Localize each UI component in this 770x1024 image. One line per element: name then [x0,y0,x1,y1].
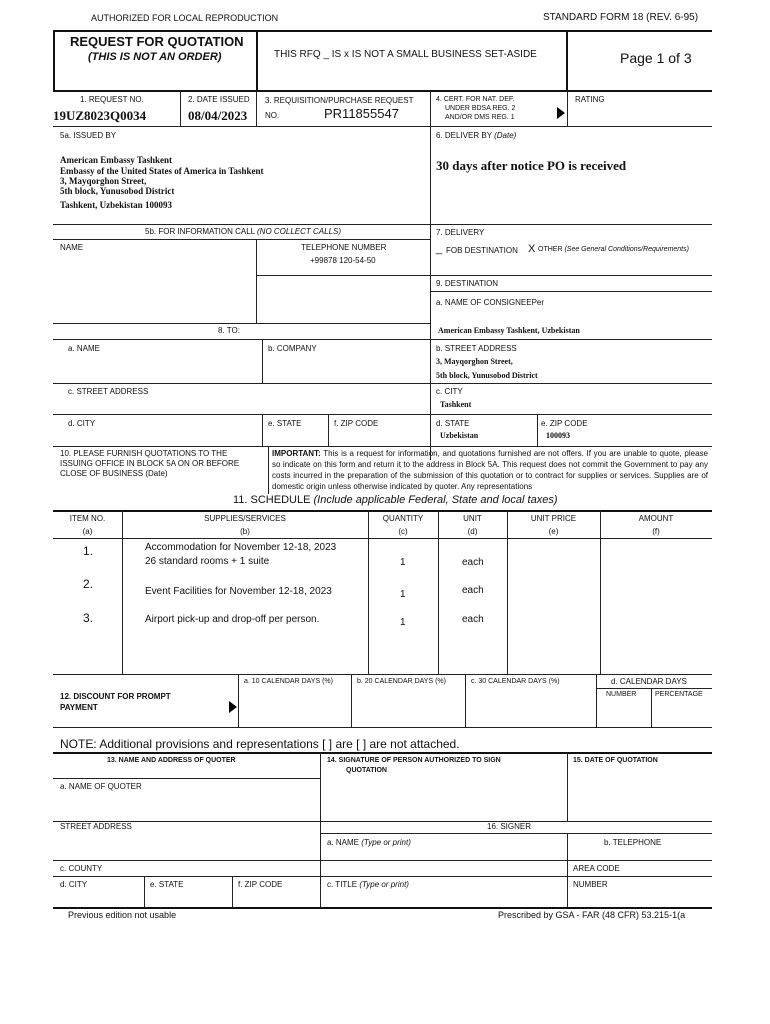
provisions-note: NOTE: Additional provisions and representations [ ] are [ ] are not attached. [60,737,460,751]
col-quantity-sub: (c) [398,527,408,536]
county-label: c. COUNTY [60,864,103,873]
cert-label: 4. CERT. FOR NAT. DEF. [436,96,515,103]
telephone-label: b. TELEPHONE [604,838,662,847]
dest-zip: 100093 [546,431,570,440]
request-no: 19UZ8023Q0034 [53,108,147,123]
col-supplies-sub: (b) [240,527,250,536]
item-qty: 1 [400,617,406,628]
dest-zip-label: e. ZIP CODE [541,419,588,428]
item-unit: each [462,585,484,596]
fob-destination: FOB DESTINATION [446,246,518,255]
furnish-text: 10. PLEASE FURNISH QUOTATIONS TO THE ISSUING OFFICE IN BLOCK 5A ON OR BEFORE CLOSE OF BUSINESS (Date) [60,449,240,478]
destination-label: 9. DESTINATION [436,279,499,288]
important-notice [272,448,708,492]
dest-street-label: b. STREET ADDRESS [436,344,517,353]
item-no: 3. [83,611,94,625]
issued-by-line: 5th block, Yunusobod District [60,186,175,196]
schedule-title: 11. SCHEDULE (Include applicable Federal, State and local taxes) [233,494,558,506]
dest-state-label: d. STATE [436,419,470,428]
important-label: IMPORTANT: [272,449,321,458]
dest-street-2: 5th block, Yunusobod District [436,371,538,380]
state-label: e. STATE [150,880,184,889]
form-number: STANDARD FORM 18 (REV. 6-95) [543,12,699,23]
discount-10-days: a. 10 CALENDAR DAYS (%) [244,678,333,685]
title-label: c. TITLE (Type or print) [327,880,409,889]
phone-number-label: NUMBER [573,880,608,889]
footer-prescribed: Prescribed by GSA - FAR (48 CFR) 53.215-1(a [498,910,686,920]
dest-city: Tashkent [440,400,472,409]
item-unit: each [462,614,484,625]
signature-label: 14. SIGNATURE OF PERSON AUTHORIZED TO SIGN [327,757,501,764]
signer-label: 16. SIGNER [487,822,532,831]
delivery-label: 7. DELIVERY [436,228,485,237]
quoter-name-label: a. NAME OF QUOTER [60,782,142,791]
issued-by-label: 5a. ISSUED BY [60,131,117,140]
discount-20-days: b. 20 CALENDAR DAYS (%) [357,678,446,685]
issued-by-line: Tashkent, Uzbekistan 100093 [60,200,172,210]
to-label: 8. TO: [218,326,240,335]
item-no: 1. [83,544,94,558]
issued-by-line: 3, Mayqorghon Street, [60,176,147,186]
dest-street-1: 3, Mayqorghon Street, [436,357,513,366]
col-item-no: ITEM NO. [69,514,106,523]
issued-by-line: American Embassy Tashkent [60,155,173,165]
form-subtitle: (THIS IS NOT AN ORDER) [88,51,222,63]
rating-label: RATING [575,95,605,104]
other-delivery: OTHER (See General Conditions/Requirements) [538,246,689,253]
info-call-label: 5b. FOR INFORMATION CALL (NO COLLECT CALLS) [145,227,342,236]
col-unit: UNIT [463,514,482,523]
quoter-label: 13. NAME AND ADDRESS OF QUOTER [107,757,236,764]
set-aside-statement: THIS RFQ _ IS x IS NOT A SMALL BUSINESS SET-ASIDE [274,49,537,60]
phone-number: +99878 120-54-50 [310,256,376,265]
col-amount: AMOUNT [638,514,674,523]
quoter-street-label: STREET ADDRESS [60,822,132,831]
arrow-icon [229,701,237,713]
item-qty: 1 [400,589,406,600]
requisition-label: 3. REQUISITION/PURCHASE REQUEST [265,96,414,105]
arrow-icon [557,107,565,119]
important-text: This is a request for information, and quotations furnished are not offers. If you are unable to quote, please so indicate on this form and return it to the address in Block 5A. This request does not commit the Government to pay any costs incurred in the preparation of the submission of this quotation or to contract for supplies or services. Supplies are of domestic origin unless otherwise indicated by quoter. Any representations [272,449,708,491]
requisition-no-label: NO. [265,111,280,120]
form-title: REQUEST FOR QUOTATION [70,34,244,49]
city-label: d. CITY [60,880,88,889]
to-company-label: b. COMPANY [268,344,317,353]
col-quantity: QUANTITY [382,514,424,523]
item-no: 2. [83,577,94,591]
col-unit-sub: (d) [467,527,478,536]
to-state-label: e. STATE [268,419,302,428]
area-code-label: AREA CODE [573,864,620,873]
signer-name-label: a. NAME (Type or print) [327,838,411,847]
consignee-name: American Embassy Tashkent, Uzbekistan [438,326,580,335]
fob-mark: _ [436,243,443,255]
item-desc-2: 26 standard rooms + 1 suite [145,556,270,567]
signature-label-2: QUOTATION [346,767,387,774]
cert-label-2: UNDER BDSA REG. 2 [445,105,516,112]
footer-edition: Previous edition not usable [68,910,177,920]
discount-label: 12. DISCOUNT FOR PROMPT [60,692,171,701]
deliver-by-value: 30 days after notice PO is received [436,158,627,173]
col-item-no-sub: (a) [82,527,93,536]
furnish-quotation-note [60,449,260,479]
zip-label: f. ZIP CODE [238,880,283,889]
to-zip-label: f. ZIP CODE [334,419,379,428]
page-indicator: Page 1 of 3 [620,50,692,66]
item-qty: 1 [400,557,406,568]
to-city-label: d. CITY [68,419,96,428]
col-amount-sub: (f) [652,527,660,536]
number-label: NUMBER [606,691,637,698]
percentage-label: PERCENTAGE [655,691,703,698]
issued-by-line: Embassy of the United States of America in Tashkent [60,166,264,176]
dest-city-label: c. CITY [436,387,463,396]
discount-label-2: PAYMENT [60,703,98,712]
cert-label-3: AND/OR DMS REG. 1 [445,114,515,121]
deliver-by-label: 6. DELIVER BY (Date) [436,131,517,140]
requisition-no: PR11855547 [324,106,399,121]
item-desc: Event Facilities for November 12-18, 2023 [145,586,332,597]
consignee-label: a. NAME OF CONSIGNEEPer [436,298,545,307]
item-desc: Accommodation for November 12-18, 2023 [145,542,337,553]
dest-state: Uzbekistan [440,431,479,440]
name-label: NAME [60,243,84,252]
item-desc: Airport pick-up and drop-off per person. [145,614,320,625]
reproduction-note: AUTHORIZED FOR LOCAL REPRODUCTION [91,13,279,23]
request-no-label: 1. REQUEST NO. [80,95,144,104]
col-unit-price: UNIT PRICE [530,514,577,523]
to-name-label: a. NAME [68,344,101,353]
phone-label: TELEPHONE NUMBER [301,243,387,252]
other-mark: X [528,243,536,255]
item-unit: each [462,557,484,568]
date-issued-label: 2. DATE ISSUED [188,95,250,104]
discount-30-days: c. 30 CALENDAR DAYS (%) [471,678,560,685]
calendar-days-label: d. CALENDAR DAYS [611,677,687,686]
col-supplies: SUPPLIES/SERVICES [204,514,286,523]
date-issued: 08/04/2023 [188,108,248,123]
to-street-label: c. STREET ADDRESS [68,387,149,396]
quotation-date-label: 15. DATE OF QUOTATION [573,757,658,764]
col-unit-price-sub: (e) [548,527,559,536]
